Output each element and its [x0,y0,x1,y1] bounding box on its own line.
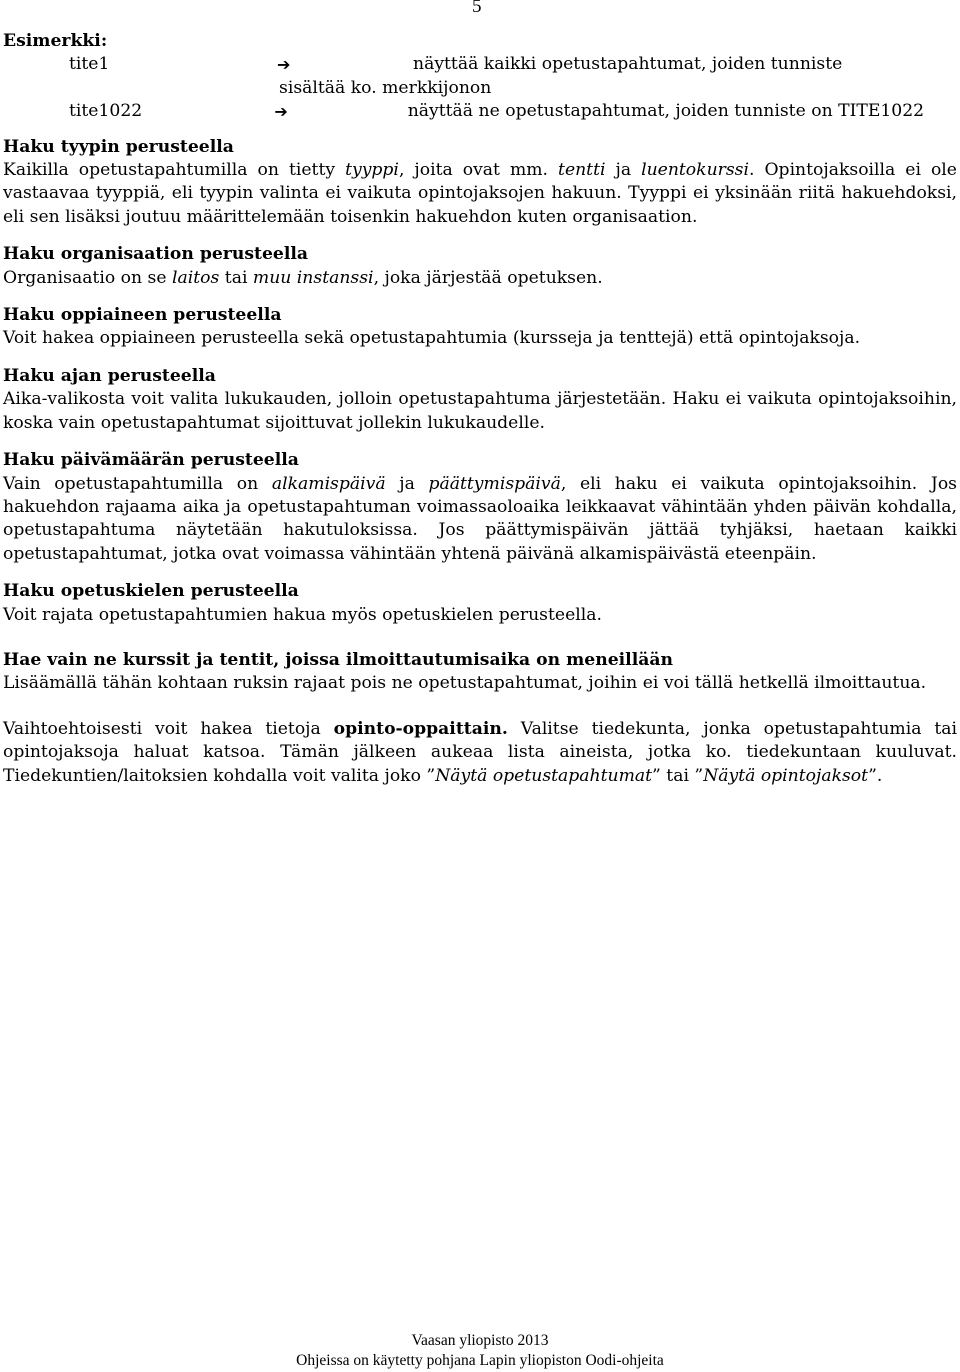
section-heading: Haku päivämäärän perusteella [3,450,299,471]
example-description: näyttää ne opetustapahtumat, joiden tunniste on TITE1022 [407,101,925,122]
right-arrow-icon: ➔ [277,55,291,75]
section-heading: Haku organisaation perusteella [3,244,309,265]
page-number: 5 [472,0,482,17]
section-text: Organisaatio on se laitos tai muu instanssi, joka järjestää opetuksen. [3,267,603,288]
section-heading: Haku opetuskielen perusteella [3,581,299,602]
example-title: Esimerkki: [3,31,108,51]
section-heading: Haku oppiaineen perusteella [3,305,282,326]
section-language [3,580,957,627]
document-body [3,30,957,788]
section-type [3,136,957,230]
right-arrow-icon: ➔ [274,102,288,122]
section-time [3,365,957,435]
section-heading: Hae vain ne kurssit ja tentit, joissa ilmoittautumisaika on meneillään [3,649,674,670]
section-organisation [3,243,957,290]
example-key: tite1 [69,54,110,75]
example-description-continued: sisältää ko. merkkijonon [279,77,492,98]
section-date [3,449,957,566]
example-row [3,100,957,123]
footer-line-2: Ohjeissa on käytetty pohjana Lapin yliopiston Oodi-ohjeita [296,1352,664,1369]
section-subject [3,304,957,351]
example-description: näyttää kaikki opetustapahtumat, joiden tunniste [413,54,843,75]
section-alternative [3,718,957,788]
example-row [3,53,957,76]
section-text: Aika-valikosta voit valita lukukauden, jolloin opetustapahtuma järjestetään. Haku ei vaikuta opintojaksoihin, koska vain opetustapahtumat sijoittuvat jollekin lukukaudelle. [3,389,957,433]
section-text: Vaihtoehtoisesti voit hakea tietoja opinto-oppaittain. Valitse tiedekunta, jonka opetustapahtumia tai opintojaksoja haluat katsoa. Tämän jälkeen aukeaa lista aineista, jotka ko. tiedekuntaan kuuluvat. Tiedekuntien/laitoksien kohdalla voit valita joko ”Näytä opetustapahtumat” tai ”Näytä opintojaksot”. [3,718,957,786]
footer-line-1: Vaasan yliopisto 2013 [411,1332,549,1349]
section-registration [3,649,957,696]
example-block [3,30,957,124]
example-key: tite1022 [69,101,143,122]
section-heading: Haku tyypin perusteella [3,136,234,157]
section-text: Kaikilla opetustapahtumilla on tietty tyyppi, joita ovat mm. tentti ja luentokurssi. Opintojaksoilla ei ole vastaavaa tyyppiä, eli tyypin valinta ei vaikuta opintojaksojen hakuun. Tyyppi ei yksinään riitä hakuehdoksi, eli sen lisäksi joutuu määrittelemään toisenkin hakuehdon kuten organisaation. [3,160,957,227]
section-text: Voit rajata opetustapahtumien hakua myös opetuskielen perusteella. [3,604,602,625]
section-heading: Haku ajan perusteella [3,365,216,386]
section-text: Lisäämällä tähän kohtaan ruksin rajaat pois ne opetustapahtumat, joihin ei voi tällä hetkellä ilmoittautua. [3,673,927,694]
section-text: Vain opetustapahtumilla on alkamispäivä ja päättymispäivä, eli haku ei vaikuta opintojaksoihin. Jos hakuehdon rajaama aika ja opetustapahtuman voimassaoloaika leikkaavat vähintään yhden päivän kohdalla, opetustapahtuma näytetään hakutuloksissa. Jos päättymispäivän jättää tyhjäksi, haetaan kaikki opetustapahtumat, jotka ovat voimassa vähintään yhtenä päivänä alkamispäivästä eteenpäin. [3,473,957,564]
section-text: Voit hakea oppiaineen perusteella sekä opetustapahtumia (kursseja ja tenttejä) että opintojaksoja. [3,328,861,349]
